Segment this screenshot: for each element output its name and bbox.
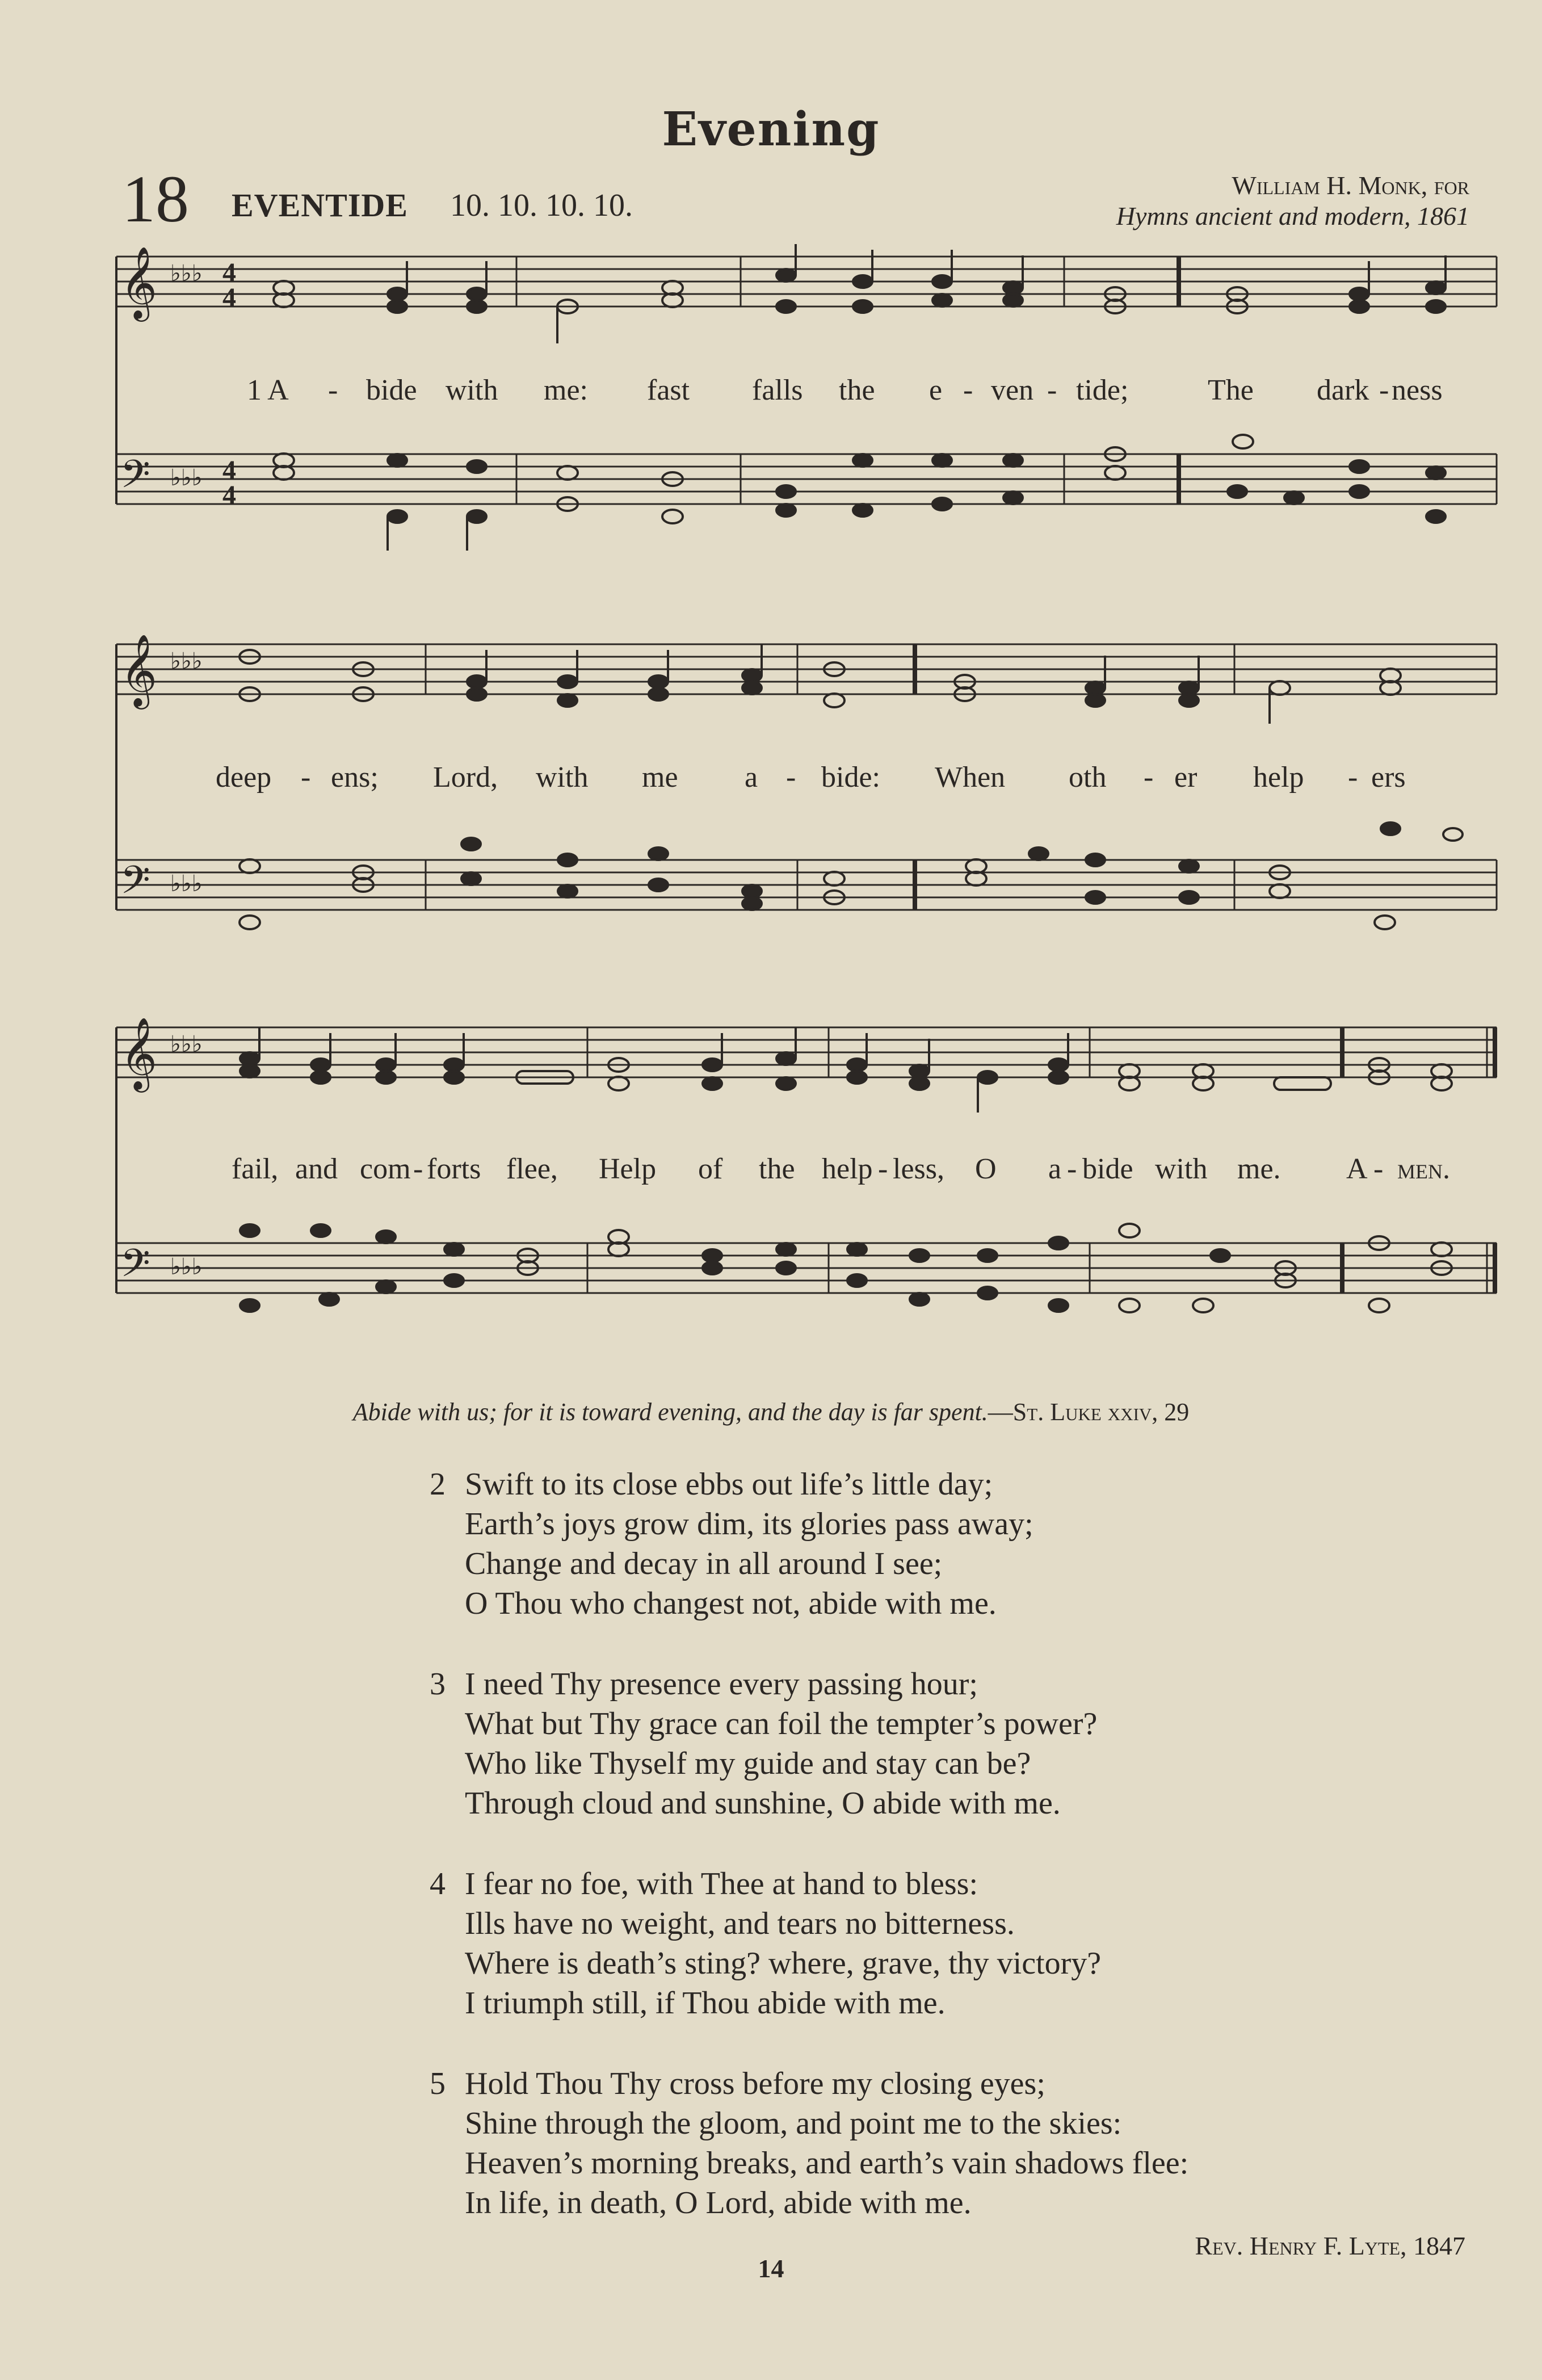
stanza-2 [430, 1464, 1033, 1623]
section-title: Evening [662, 102, 880, 157]
stanza-5 [430, 2064, 1188, 2223]
lyric: Lord, [433, 761, 498, 794]
lyric: forts [427, 1153, 481, 1185]
svg-text:♭♭♭: ♭♭♭ [170, 1254, 203, 1280]
svg-text:𝄞: 𝄞 [120, 633, 158, 706]
stanza-line: Ills have no weight, and tears no bitterness. [465, 1906, 1015, 1941]
time-sig-top-bass: 4 [222, 455, 236, 485]
svg-text:𝄞: 𝄞 [120, 246, 158, 318]
lyric: the [759, 1153, 795, 1185]
stanza-line: Swift to its close ebbs out life’s little day; [465, 1467, 993, 1502]
hymn-number: 18 [122, 162, 189, 236]
stanza-line: Through cloud and sunshine, O abide with me. [465, 1786, 1061, 1821]
lyric: The [1208, 374, 1254, 406]
lyric: - [963, 374, 973, 406]
stanza-line: I fear no foe, with Thee at hand to bless: [465, 1866, 978, 1902]
lyric: - [301, 761, 311, 794]
text-author: Rev. Henry F. Lyte, 1847 [1195, 2231, 1465, 2260]
tune-name: EVENTIDE [232, 187, 408, 224]
lyric: bide [366, 374, 417, 406]
lyric: with [1155, 1153, 1208, 1185]
lyric: ven [991, 374, 1034, 406]
lyric: e [929, 374, 943, 406]
stanza-3 [430, 1664, 1097, 1823]
stanza-number: 3 [430, 1667, 446, 1702]
lyric: men. [1397, 1153, 1450, 1185]
lyric: ness [1392, 374, 1443, 406]
composer-name: William H. Monk, for [1232, 171, 1469, 200]
lyric: a [745, 761, 758, 794]
stanza-line: Who like Thyself my guide and stay can be? [465, 1746, 1031, 1781]
stanza-line: Change and decay in all around I see; [465, 1546, 943, 1581]
lyrics-line-2 [0, 761, 1542, 800]
stanza-number: 2 [430, 1467, 446, 1502]
scripture-reference: —St. Luke xxiv, 29 [988, 1398, 1190, 1426]
stanza-line: Earth’s joys grow dim, its glories pass away; [465, 1506, 1033, 1542]
lyric: ers [1371, 761, 1406, 794]
time-sig-top: 4 [222, 258, 236, 288]
lyric: O [975, 1153, 997, 1185]
stanza-number: 5 [430, 2066, 446, 2101]
music-system-1 [0, 227, 1542, 568]
svg-text:♭♭♭: ♭♭♭ [170, 465, 203, 491]
lyric: me [642, 761, 678, 794]
lyric: less, [893, 1153, 944, 1185]
stanza-line: I need Thy presence every passing hour; [465, 1667, 978, 1702]
svg-text:♭♭♭: ♭♭♭ [170, 648, 203, 674]
lyrics-line-1 [0, 373, 1542, 413]
stanza-line: Where is death’s sting? where, grave, thy victory? [465, 1946, 1102, 1981]
composer-source: Hymns ancient and modern, 1861 [1116, 202, 1469, 230]
lyric: - [413, 1153, 423, 1185]
svg-text:♭♭♭: ♭♭♭ [170, 261, 203, 287]
scripture-quote [0, 1397, 1542, 1426]
hymn-meter: 10. 10. 10. 10. [450, 188, 633, 223]
stanza-line: I triumph still, if Thou abide with me. [465, 1986, 946, 2021]
stanza-line: Hold Thou Thy cross before my closing eyes; [465, 2066, 1045, 2101]
lyric: help [822, 1153, 873, 1185]
lyric: deep [216, 761, 272, 794]
stanza-number: 4 [430, 1866, 446, 1902]
lyric: - [1379, 374, 1389, 406]
lyric: a [1048, 1153, 1062, 1185]
lyric: - [1373, 1153, 1384, 1185]
lyric: the [839, 374, 875, 406]
svg-text:♭♭♭: ♭♭♭ [170, 1031, 203, 1057]
lyric: er [1174, 761, 1198, 794]
music-system-2 [0, 610, 1542, 973]
lyric: me: [544, 374, 588, 406]
lyric: Help [599, 1153, 657, 1185]
lyric: - [1348, 761, 1358, 794]
lyric: 1 A [247, 374, 289, 406]
lyric: tide; [1076, 374, 1129, 406]
lyric: me. [1237, 1153, 1281, 1185]
lyric: falls [752, 374, 803, 406]
lyric: and [295, 1153, 338, 1185]
lyric: with [446, 374, 498, 406]
stanza-line: In life, in death, O Lord, abide with me. [465, 2185, 972, 2221]
lyric: - [786, 761, 796, 794]
lyric: - [1067, 1153, 1077, 1185]
lyric: help [1253, 761, 1304, 794]
stanza-line: Shine through the gloom, and point me to the skies: [465, 2106, 1122, 2141]
lyric: com [360, 1153, 411, 1185]
lyric: fast [647, 374, 690, 406]
lyric: oth [1069, 761, 1107, 794]
lyric: fail, [232, 1153, 279, 1185]
page-number: 14 [758, 2254, 784, 2283]
lyrics-line-3 [0, 1152, 1542, 1192]
lyric: with [536, 761, 589, 794]
lyric: ens; [331, 761, 379, 794]
stanza-line: Heaven’s morning breaks, and earth’s vain shadows flee: [465, 2146, 1189, 2181]
lyric: - [1144, 761, 1154, 794]
lyric: flee, [506, 1153, 558, 1185]
lyric: - [878, 1153, 888, 1185]
svg-text:𝄢: 𝄢 [120, 452, 150, 506]
svg-text:𝄢: 𝄢 [120, 1241, 150, 1295]
lyric: A [1346, 1153, 1368, 1185]
stanza-line: What but Thy grace can foil the tempter’s power? [465, 1706, 1098, 1741]
time-sig-bottom: 4 [222, 283, 236, 313]
lyric: - [328, 374, 338, 406]
scripture-text: Abide with us; for it is toward evening, and the day is far spent. [352, 1398, 988, 1426]
stanza-line: O Thou who changest not, abide with me. [465, 1586, 997, 1621]
lyric: When [935, 761, 1006, 794]
composer-credit [1116, 170, 1469, 232]
lyric: dark [1317, 374, 1369, 406]
stanza-4 [430, 1864, 1101, 2023]
lyric: bide [1082, 1153, 1133, 1185]
lyric: bide: [821, 761, 880, 794]
svg-text:♭♭♭: ♭♭♭ [170, 871, 203, 897]
svg-text:𝄞: 𝄞 [120, 1017, 158, 1089]
svg-text:𝄢: 𝄢 [120, 858, 150, 912]
music-system-3 [0, 1002, 1542, 1365]
lyric: - [1047, 374, 1057, 406]
time-sig-bottom-bass: 4 [222, 480, 236, 510]
lyric: of [698, 1153, 723, 1185]
